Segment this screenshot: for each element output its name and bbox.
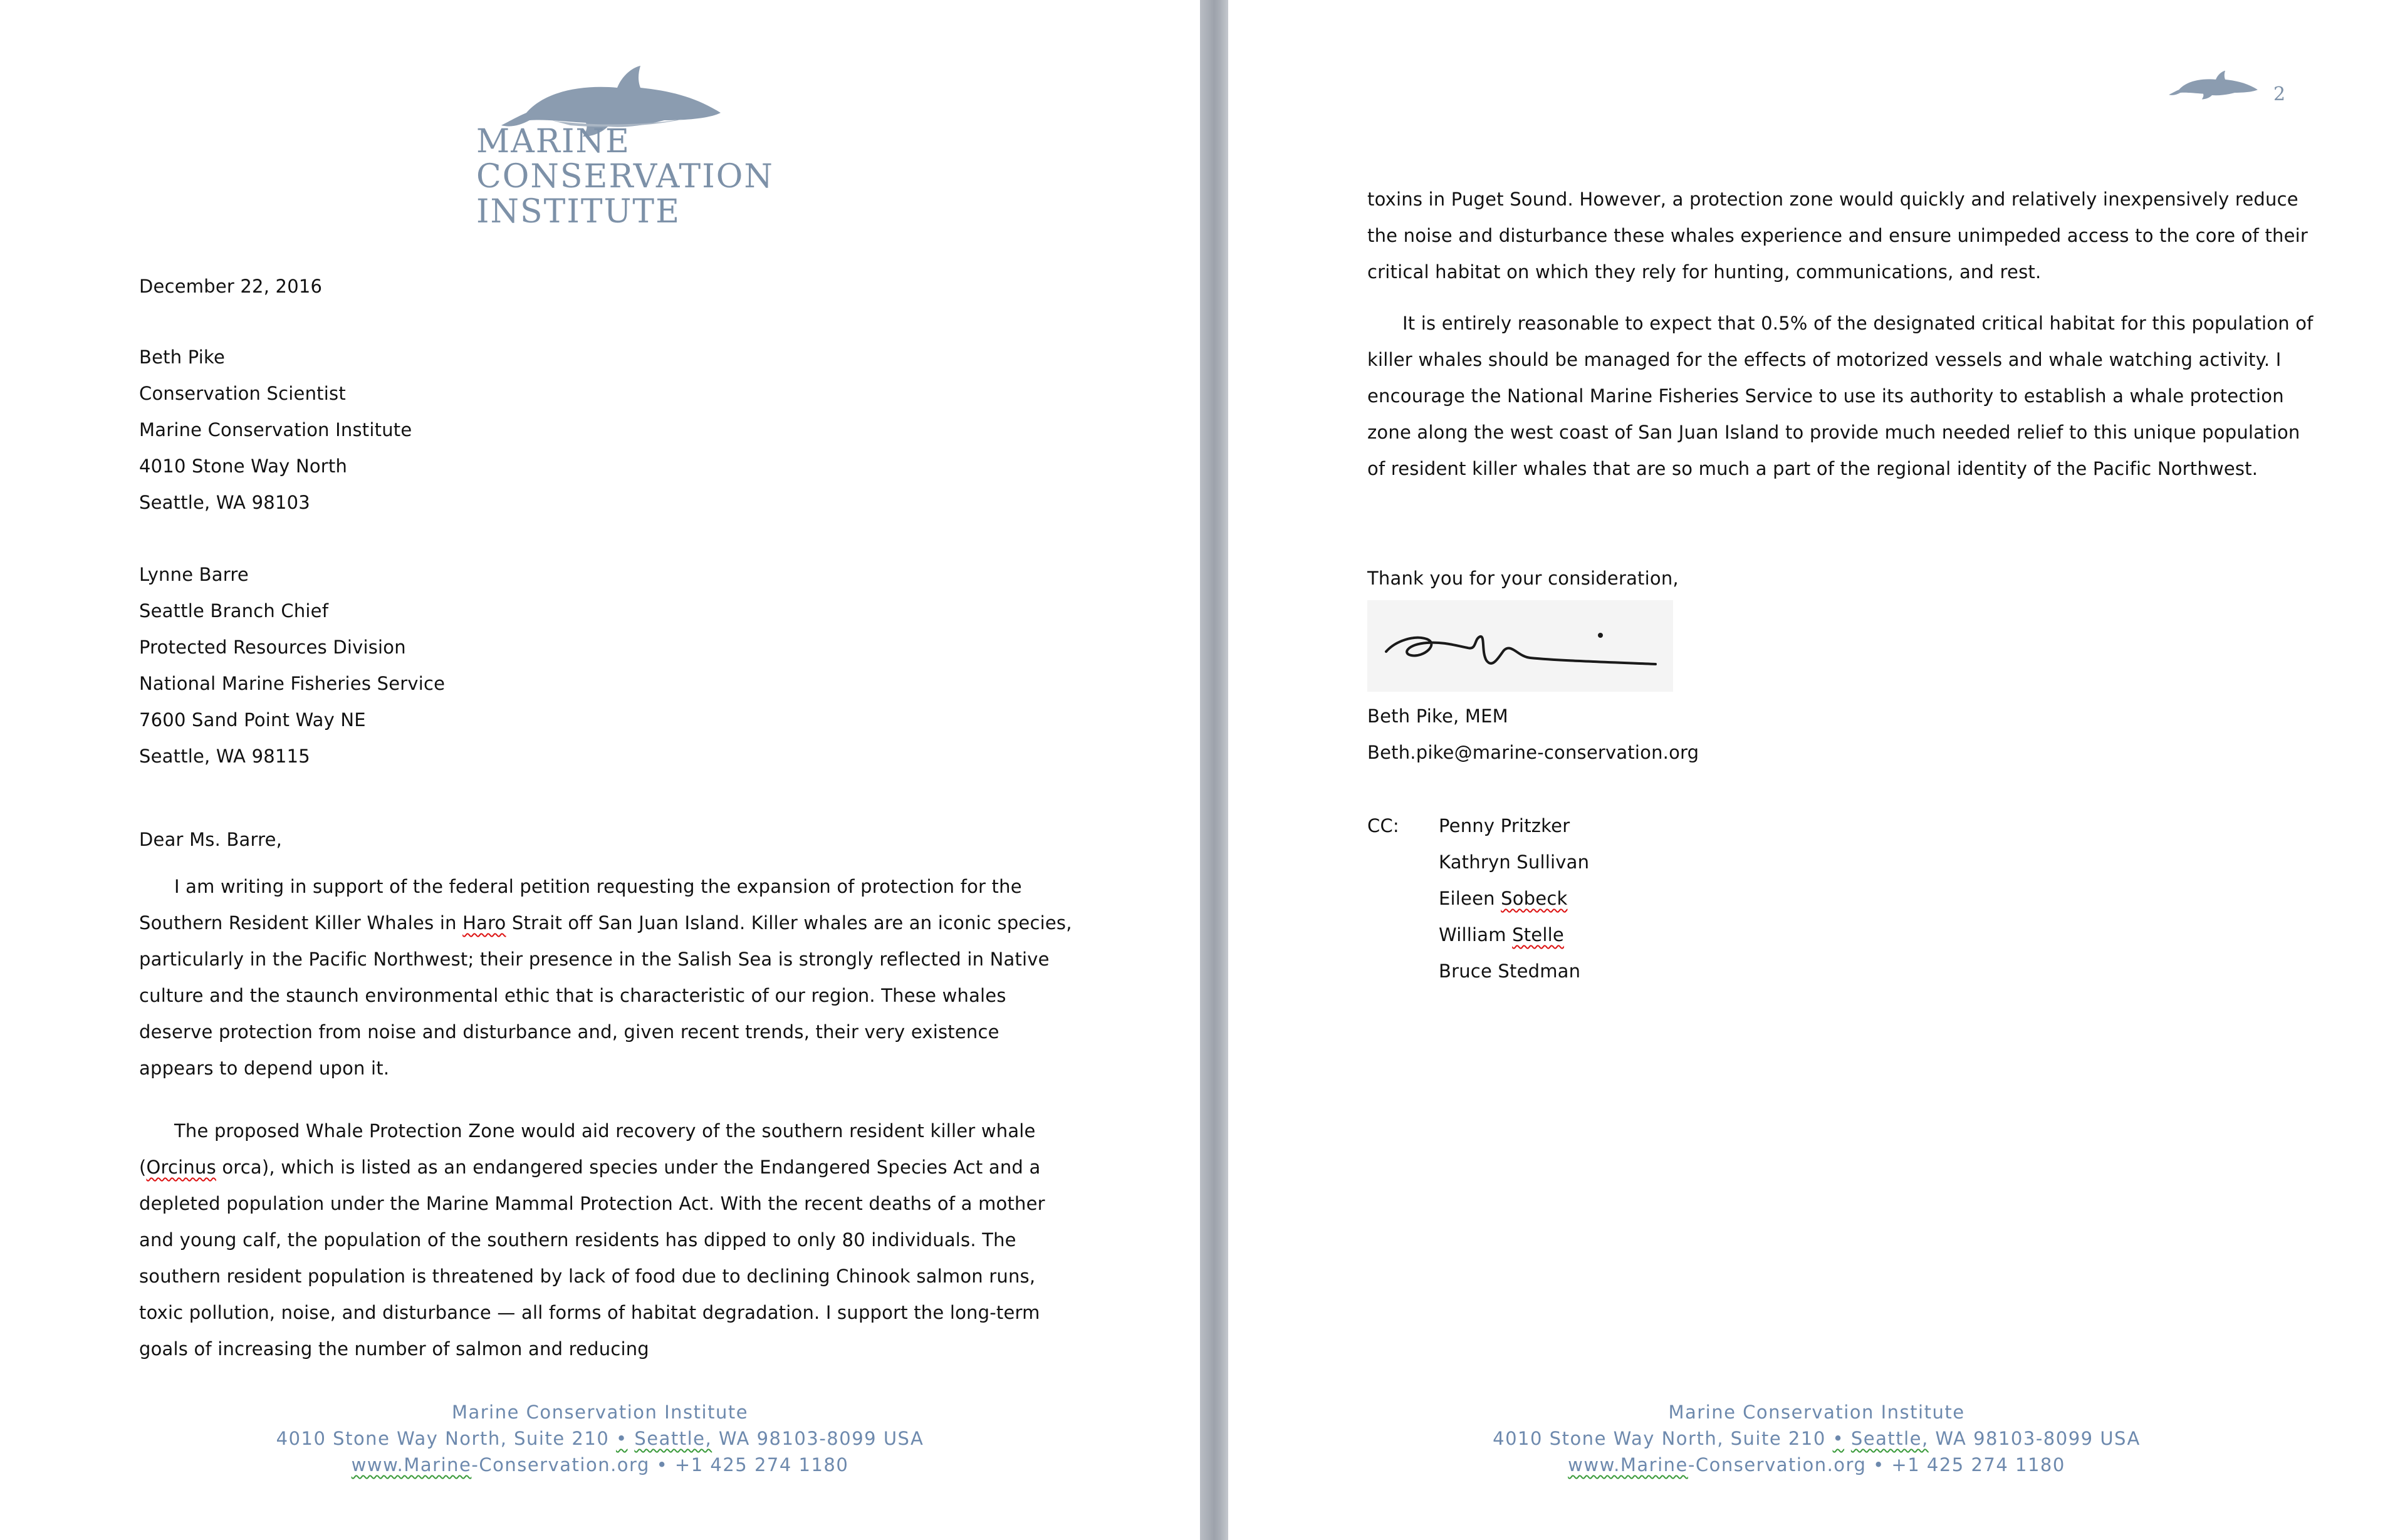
closing: Thank you for your consideration, [1367, 568, 1679, 589]
recipient-line: Seattle Branch Chief [139, 600, 329, 622]
footer-website[interactable]: www.Marine [1568, 1454, 1688, 1475]
paragraph-text: Strait off San Juan Island. Killer whales are an iconic species, particularly in the Pacific Northwest; their presence in the Salish Sea is strongly reflected in Native culture and the staunch environmental ethic that is characteristic of our region. These whales deserve protection from noise and disturbance and, given recent trends, their very existence appears to depend upon it. [139, 912, 1072, 1079]
cc-name: Bruce Stedman [1439, 960, 1581, 982]
footer-website[interactable]: www.Marine [351, 1454, 472, 1475]
paragraph-text: It is entirely reasonable to expect that 0.5% of the designated critical habitat for this population of killer whales should be managed for the effects of motorized vessels and whale watching activity. I encourage the National Marine Fisheries Service to use its authority to establish a whale protection zone along the west coast of San Juan Island to provide much needed relief to this unique population of resident killer whales that are so much a part of the regional identity of the Pacific Northwest. [1367, 313, 2314, 479]
footer-contact: www.Marine-Conservation.org • +1 425 274 1180 [1568, 1454, 2065, 1475]
cc-name: Kathryn Sullivan [1439, 851, 1590, 873]
logo-line-conservation: CONSERVATION [476, 158, 774, 195]
paragraph-text: I am writing in support of the federal petition requesting the expansion of protection for the Southern Resident Killer Whales in [139, 876, 1022, 934]
footer-phone: +1 425 274 1180 [674, 1454, 849, 1475]
footer-address: 4010 Stone Way North, Suite 210 • Seattle, WA 98103-8099 USA [1493, 1428, 2141, 1449]
cc-name: Eileen Sobeck [1439, 888, 1568, 909]
recipient-address-block [139, 556, 445, 774]
sender-line: Marine Conservation Institute [139, 419, 412, 440]
body-paragraph-2-continued [1367, 181, 2320, 290]
logo-line-institute: INSTITUTE [476, 193, 681, 231]
sender-line: Seattle, WA 98103 [139, 492, 310, 513]
dolphin-icon [2159, 63, 2265, 107]
letter-date: December 22, 2016 [139, 276, 323, 297]
page-footer [1228, 1399, 2405, 1478]
sender-line: Beth Pike [139, 346, 226, 368]
recipient-line: 7600 Sand Point Way NE [139, 709, 366, 731]
footer-phone: +1 425 274 1180 [1891, 1454, 2065, 1475]
paragraph-text: orca), which is listed as an endangered species under the Endangered Species Act and a depleted population under the Marine Mammal Protection Act. With the recent deaths of a mother and young calf, the population of the southern residents has dipped to only 80 individuals. The southern resident population is threatened by lack of food due to declining Chinook salmon runs, toxic pollution, noise, and disturbance — all forms of habitat degradation. I support the long-term goals of increasing the number of salmon and reducing [139, 1157, 1045, 1360]
signer-email[interactable]: Beth.pike@marine-conservation.org [1367, 742, 1699, 763]
spellcheck-word: Sobeck [1501, 888, 1568, 909]
page-gutter [1200, 0, 1228, 1540]
page-2 [1228, 0, 2405, 1540]
cc-list [1439, 808, 1589, 989]
sender-line: Conservation Scientist [139, 383, 346, 404]
signer-name: Beth Pike, MEM [1367, 705, 1508, 727]
letterhead-logo [476, 63, 774, 232]
body-paragraph-2 [139, 1113, 1079, 1367]
cc-label: CC: [1367, 815, 1399, 836]
footer-org: Marine Conservation Institute [451, 1402, 749, 1423]
body-paragraph-3 [1367, 305, 2320, 487]
signature-image [1367, 600, 1673, 692]
logo-line-marine: MARINE [476, 123, 630, 160]
footer-address: 4010 Stone Way North, Suite 210 • Seattle, WA 98103-8099 USA [276, 1428, 924, 1449]
spellcheck-word: Stelle [1512, 924, 1564, 945]
recipient-line: National Marine Fisheries Service [139, 673, 446, 694]
spellcheck-word: Haro [462, 912, 506, 934]
page-1 [0, 0, 1200, 1540]
footer-contact: www.Marine-Conservation.org • +1 425 274 1180 [351, 1454, 849, 1475]
recipient-line: Lynne Barre [139, 564, 249, 585]
page-number: 2 [2273, 83, 2286, 105]
cc-name: William Stelle [1439, 924, 1564, 945]
sender-address-block [139, 339, 412, 521]
recipient-line: Seattle, WA 98115 [139, 746, 310, 767]
paragraph-text: toxins in Puget Sound. However, a protection zone would quickly and relatively inexpensively reduce the noise and disturbance these whales experience and ensure unimpeded access to the core of their critical habitat on which they rely for hunting, communications, and rest. [1367, 189, 2308, 283]
footer-org: Marine Conservation Institute [1668, 1402, 1965, 1423]
cc-name: Penny Pritzker [1439, 815, 1570, 836]
sender-line: 4010 Stone Way North [139, 455, 348, 477]
spellcheck-word: Orcinus [146, 1157, 216, 1178]
salutation: Dear Ms. Barre, [139, 829, 283, 850]
paragraph-text: The proposed Whale Protection Zone would aid recovery of the southern resident killer whale ( [139, 1120, 1036, 1178]
recipient-line: Protected Resources Division [139, 637, 406, 658]
page-footer [0, 1399, 1200, 1478]
body-paragraph-1 [139, 868, 1079, 1086]
